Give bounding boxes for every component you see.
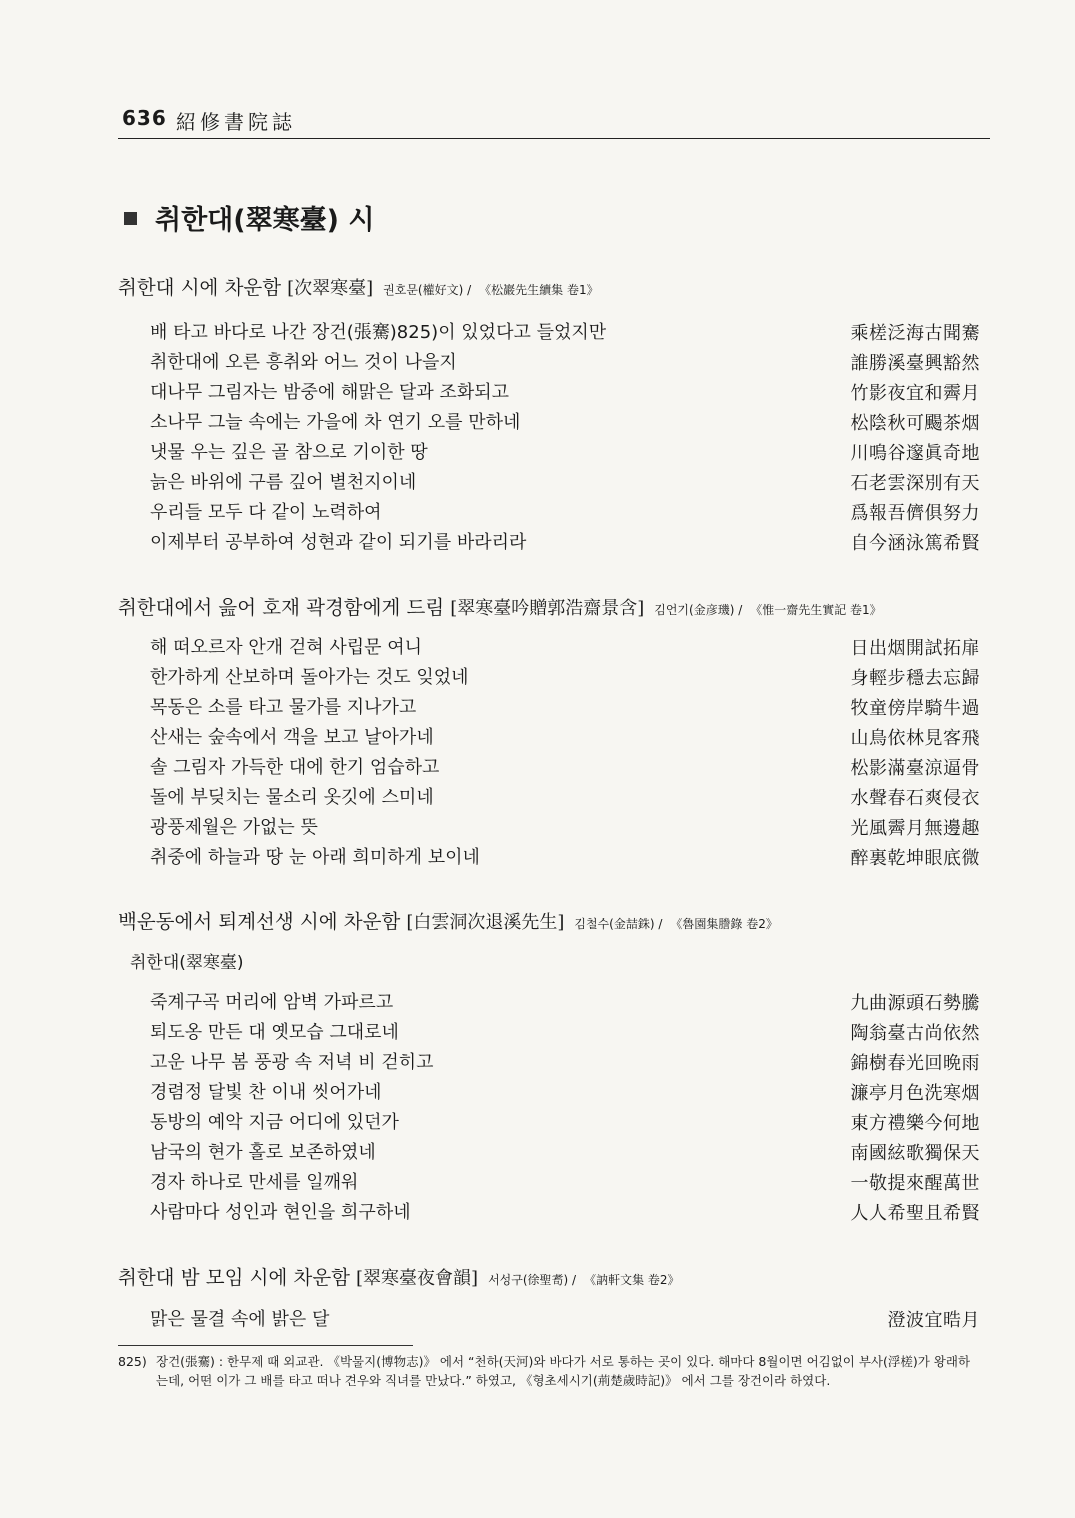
line-hanja: 石老雲深別有天 [850,473,980,494]
line-hanja: 人人希聖且希賢 [850,1203,980,1224]
line-hanja: 九曲源頭石勢騰 [850,993,980,1014]
poem-line [150,843,980,873]
poem-line [150,528,980,558]
poem-heading [118,906,778,934]
poem-title-ko: 취한대 밤 모임 시에 차운함 [118,1266,351,1289]
line-korean: 맑은 물결 속에 밝은 달 [150,1309,330,1330]
line-hanja: 松陰秋可颺茶烟 [850,413,980,434]
poem-title-ko: 백운동에서 퇴계선생 시에 차운함 [118,910,401,933]
poem-line [150,1198,980,1228]
footnote-text: 장건(張騫) : 한무제 때 외교관. 《박물지(博物志)》 에서 “천하(天河)와 바다가 서로 통하는 곳이 있다. 해마다 8월이면 어김없이 부사(浮槎)가 왕래하는데, 어떤 이가 그 배를 타고 떠나 견우와 직녀를 만났다.” 하였고, 《형초세시기(荊楚歲時記)》 에서 그를 장건이라 하였다. [156,1354,971,1388]
poem-author: 서성구(徐聖耉) / [488,1273,577,1287]
section-title [124,198,374,237]
poem-line [150,1048,980,1078]
poem-line [150,1078,980,1108]
line-korean: 배 타고 바다로 나간 장건(張騫)825)이 있었다고 들었지만 [150,322,607,343]
line-korean: 죽계구곡 머리에 암벽 가파르고 [150,992,394,1013]
line-hanja: 澄波宜晧月 [887,1310,980,1331]
book-title: 紹修書院誌 [176,110,296,134]
line-korean: 취중에 하늘과 땅 눈 아래 희미하게 보이네 [150,847,480,868]
line-hanja: 一敬提來醒萬世 [850,1173,980,1194]
line-hanja: 自今涵泳篤希賢 [850,533,980,554]
line-korean: 늙은 바위에 구름 깊어 별천지이네 [150,472,417,493]
line-hanja: 陶翁臺古尚依然 [850,1023,980,1044]
poem-source: 《惟一齋先生實記 卷1》 [750,603,882,617]
poem-line [150,723,980,753]
line-hanja: 竹影夜宜和霽月 [850,383,980,404]
poem-line [150,753,980,783]
poem-subtitle: 취한대(翠寒臺) [130,953,244,973]
line-korean: 경자 하나로 만세를 일깨워 [150,1172,359,1193]
poem-line [150,1108,980,1138]
poem-heading [118,592,882,620]
line-korean: 돌에 부딪치는 물소리 옷깃에 스미네 [150,787,434,808]
line-hanja: 光風霽月無邊趣 [850,818,980,839]
line-korean: 냇물 우는 깊은 골 참으로 기이한 땅 [150,442,428,463]
line-hanja: 松影滿臺涼逼骨 [850,758,980,779]
line-hanja: 醉裏乾坤眼底微 [850,848,980,869]
line-hanja: 日出烟開試拓扉 [850,638,980,659]
footnote [118,1352,980,1390]
section-title-text: 취한대(翠寒臺) 시 [155,205,375,236]
poem-line [150,663,980,693]
line-korean: 해 떠오르자 안개 걷혀 사립문 여니 [150,637,423,658]
line-korean: 대나무 그림자는 밤중에 해맑은 달과 조화되고 [150,382,509,403]
poem-heading [118,272,599,300]
line-hanja: 錦樹春光回晩雨 [850,1053,980,1074]
line-korean: 이제부터 공부하여 성현과 같이 되기를 바라리라 [150,532,527,553]
line-hanja: 川鳴谷邃眞奇地 [850,443,980,464]
poem-line [150,468,980,498]
line-hanja: 牧童傍岸騎牛過 [850,698,980,719]
poem-title-ko: 취한대에서 읊어 호재 곽경함에게 드림 [118,596,445,619]
poem-author: 김언기(金彦璣) / [654,603,743,617]
poem-line [150,783,980,813]
poem-line [150,348,980,378]
line-hanja: 濂亭月色洗寒烟 [850,1083,980,1104]
poem-title-hanja: [翠寒臺吟贈郭浩齋景含] [450,598,645,619]
line-hanja: 東方禮樂今何地 [850,1113,980,1134]
poem-line [150,498,980,528]
poem-source: 《松巖先生續集 卷1》 [479,283,599,297]
poem-line [150,813,980,843]
poem-line [150,988,980,1018]
footnote-marker: 825) [118,1354,147,1369]
poem-line [150,1305,980,1335]
line-korean: 한가하게 산보하며 돌아가는 것도 잊었네 [150,667,469,688]
poem-line [150,378,980,408]
line-korean: 솔 그림자 가득한 대에 한기 엄습하고 [150,757,440,778]
line-korean: 사람마다 성인과 현인을 희구하네 [150,1202,411,1223]
page-number: 636 [122,106,167,130]
line-korean: 경렴정 달빛 찬 이내 씻어가네 [150,1082,382,1103]
poem-line [150,1018,980,1048]
line-korean: 고운 나무 봄 풍광 속 저녁 비 걷히고 [150,1052,434,1073]
poem-line [150,693,980,723]
poem-heading [118,1262,680,1290]
line-korean: 우리들 모두 다 같이 노력하여 [150,502,382,523]
poem-title-hanja: [白雲洞次退溪先生] [406,912,565,933]
line-korean: 목동은 소를 타고 물가를 지나가고 [150,697,417,718]
line-hanja: 誰勝溪臺興豁然 [850,353,980,374]
line-korean: 산새는 숲속에서 객을 보고 날아가네 [150,727,434,748]
line-hanja: 南國絃歌獨保天 [850,1143,980,1164]
poem-title-hanja: [翠寒臺夜會韻] [356,1268,479,1289]
line-korean: 광풍제월은 가없는 뜻 [150,817,318,838]
line-korean: 취한대에 오른 흥취와 어느 것이 나을지 [150,352,457,373]
poem-line [150,438,980,468]
line-hanja: 乘槎泛海古聞騫 [850,323,980,344]
poem-title-hanja: [次翠寒臺] [287,278,374,299]
line-korean: 소나무 그늘 속에는 가을에 차 연기 오를 만하네 [150,412,521,433]
poem-line [150,408,980,438]
line-korean: 퇴도옹 만든 대 옛모습 그대로네 [150,1022,399,1043]
line-korean: 동방의 예악 지금 어디에 있던가 [150,1112,399,1133]
poem-author: 권호문(權好文) / [383,283,472,297]
poem-line [150,318,980,348]
poem-source: 《訥軒文集 卷2》 [584,1273,680,1287]
line-hanja: 身輕步穩去忘歸 [850,668,980,689]
poem-line [150,1168,980,1198]
line-korean: 남국의 현가 홀로 보존하였네 [150,1142,376,1163]
square-bullet-icon [124,212,137,225]
poem-author: 김철수(金喆銖) / [574,917,663,931]
footnote-divider [118,1345,413,1346]
line-hanja: 水聲春石爽侵衣 [850,788,980,809]
poem-title-ko: 취한대 시에 차운함 [118,276,282,299]
page-header [118,104,990,139]
line-hanja: 爲報吾儕俱努力 [850,503,980,524]
poem-line [150,633,980,663]
poem-source: 《魯園集謄錄 卷2》 [670,917,778,931]
line-hanja: 山鳥依林見客飛 [850,728,980,749]
poem-line [150,1138,980,1168]
